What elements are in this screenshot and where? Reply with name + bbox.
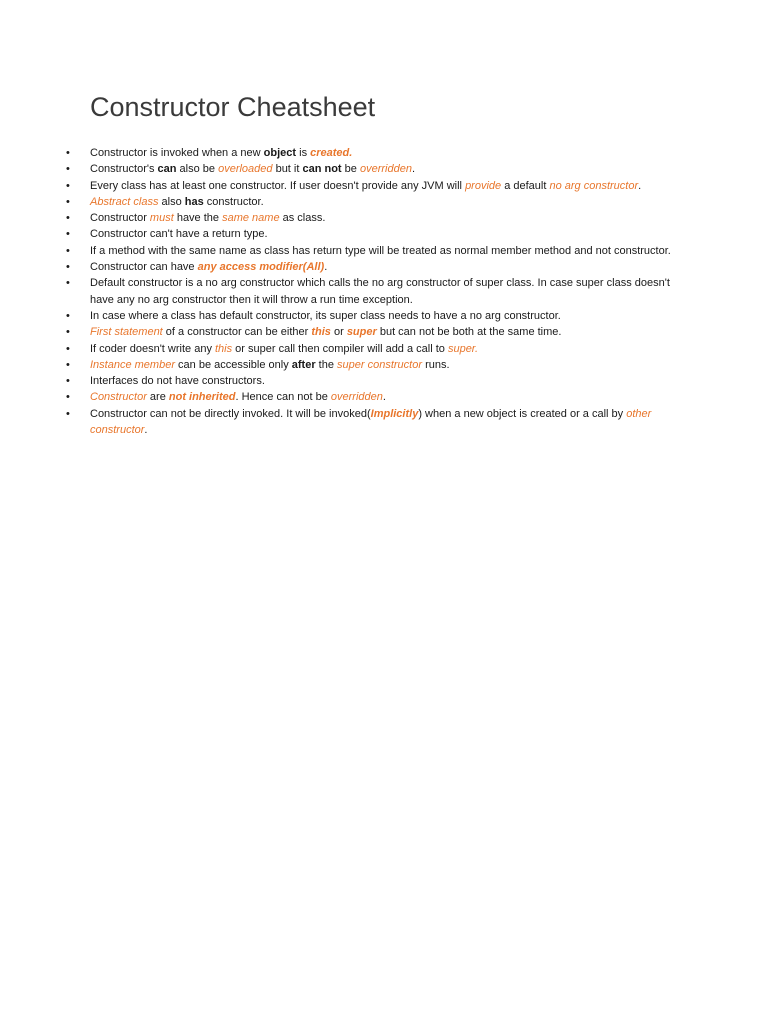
item-text: be (341, 163, 360, 176)
item-text-highlight: Constructor (90, 391, 147, 404)
item-text-bold: object (263, 147, 297, 159)
list-item (0, 145, 680, 161)
bullet-icon: • (66, 179, 70, 192)
item-text: Constructor's (90, 163, 158, 176)
bullet-icon: • (66, 407, 70, 420)
bullet-icon: • (66, 228, 70, 241)
item-text-highlight: overridden (330, 391, 383, 404)
list-item (0, 226, 680, 242)
item-text-highlight: this (311, 326, 331, 339)
bullet-icon: • (66, 358, 70, 371)
bullet-list (0, 145, 768, 438)
item-text-highlight: created. (310, 147, 353, 159)
item-text-highlight: Abstract class (90, 195, 159, 208)
item-text: can be accessible only (174, 358, 292, 371)
item-text: . (324, 261, 328, 274)
item-text: or (330, 326, 347, 339)
item-text: Constructor can have (90, 261, 198, 274)
list-item (0, 259, 680, 275)
list-item (0, 308, 680, 324)
item-text-highlight: no arg constructor (549, 179, 639, 192)
item-text-highlight: not inherited (168, 391, 236, 404)
item-text: . (144, 424, 148, 437)
item-text-highlight: Implicitly (370, 407, 419, 420)
item-text: In case where a class has default constructor, its super class needs to have a no arg constructor. (90, 309, 561, 322)
list-item (0, 178, 680, 194)
item-text-highlight: Instance member (90, 358, 175, 371)
item-text: runs. (422, 358, 450, 371)
item-text-highlight: overloaded (218, 163, 273, 176)
item-text-bold: has (184, 195, 204, 208)
item-text-highlight: other constructor (90, 407, 652, 437)
item-text-highlight: provide (465, 179, 502, 192)
list-item (0, 275, 680, 308)
item-text-highlight: super. (447, 342, 479, 355)
bullet-icon: • (66, 309, 70, 322)
bullet-icon: • (66, 195, 70, 208)
item-text-highlight: same name (222, 212, 280, 225)
item-text: of a constructor can be either (162, 326, 312, 339)
item-text: also (158, 195, 185, 208)
item-text: but it (272, 163, 303, 176)
item-text-highlight: any access modifier(All) (197, 261, 325, 274)
item-text: are (146, 391, 169, 404)
list-item (0, 389, 680, 405)
item-text: . (382, 391, 386, 404)
item-text: but can not be both at the same time. (376, 326, 562, 339)
list-item (0, 357, 680, 373)
item-text: Interfaces do not have constructors. (90, 375, 265, 388)
item-text: is (296, 147, 311, 159)
item-text: ) when a new object is created or a call by (418, 407, 627, 420)
list-item (0, 406, 680, 439)
item-text-highlight: this (215, 342, 233, 355)
item-text-bold: can (157, 163, 177, 176)
item-text-highlight: overridden (359, 163, 412, 176)
list-item (0, 194, 680, 210)
list-item (0, 161, 680, 177)
list-item (0, 341, 680, 357)
item-text-highlight: super constructor (337, 358, 423, 371)
item-text: or super call then compiler will add a call to (232, 342, 448, 355)
item-text: have the (173, 212, 223, 225)
list-item (0, 373, 680, 389)
item-text: the (315, 358, 338, 371)
bullet-icon: • (66, 212, 70, 225)
item-text: Constructor is invoked when a new (90, 147, 264, 159)
item-text: Constructor can not be directly invoked. It will be invoked( (90, 407, 371, 420)
page-title: Constructor Cheatsheet (90, 92, 376, 122)
bullet-icon: • (66, 375, 70, 388)
bullet-icon: • (66, 163, 70, 176)
item-text-bold: after (291, 358, 316, 371)
item-text: . (411, 163, 416, 176)
bullet-icon: • (66, 244, 70, 257)
item-text: also be (176, 163, 219, 176)
item-text: Constructor (90, 212, 150, 225)
bullet-icon: • (66, 326, 70, 339)
list-item (0, 243, 680, 259)
bullet-icon: • (66, 391, 70, 404)
item-text-highlight: First statement (90, 326, 163, 339)
list-item (0, 324, 680, 340)
item-text-highlight: must (149, 212, 174, 225)
item-text: If coder doesn't write any (90, 342, 215, 355)
item-text: as class. (279, 212, 326, 225)
bullet-icon: • (66, 342, 70, 355)
list-item (0, 210, 680, 226)
item-text: a default (501, 179, 550, 192)
item-text-bold: can not (302, 163, 342, 176)
item-text: If a method with the same name as class has return type will be treated as normal member method and not constructor. (90, 244, 671, 257)
item-text: Every class has at least one constructor. If user doesn't provide any JVM will (90, 179, 466, 192)
item-text: constructor. (203, 195, 264, 208)
item-text: Default constructor is a no arg constructor which calls the no arg constructor of super class. In case super class doesn't have any no arg constructor then it will throw a run time exception. (90, 277, 670, 306)
bullet-icon: • (66, 277, 70, 290)
item-text: . (638, 179, 642, 192)
bullet-icon: • (66, 261, 70, 274)
item-text: Constructor can't have a return type. (90, 228, 268, 241)
item-text: . Hence can not be (235, 391, 331, 404)
bullet-icon: • (66, 147, 70, 159)
item-text-highlight: super (346, 326, 377, 339)
